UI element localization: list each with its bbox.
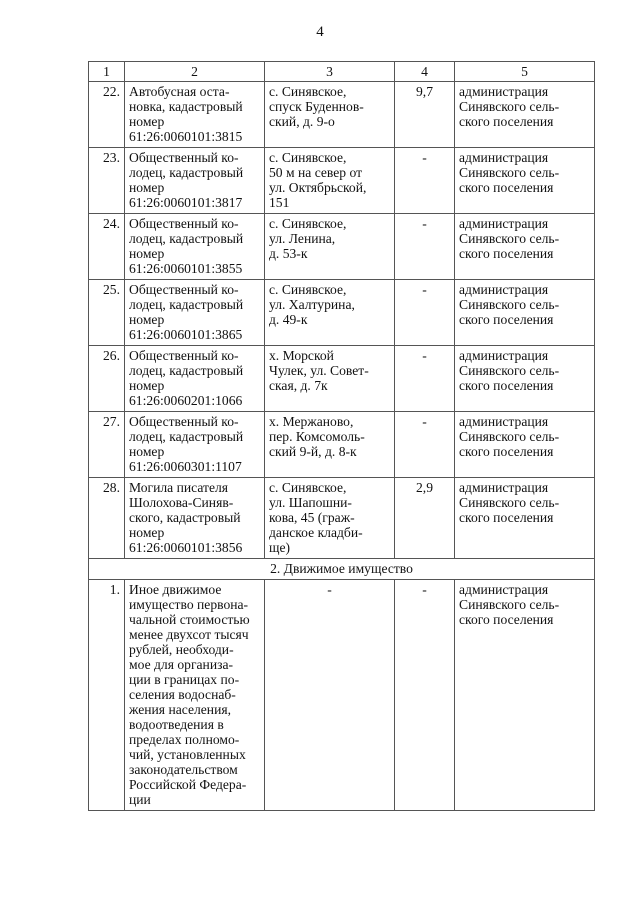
property-address: с. Синявское, ул. Шапошни- кова, 45 (граж- данское кладби- ще) bbox=[265, 478, 395, 559]
row-number: 27. bbox=[89, 412, 125, 478]
row-number: 1. bbox=[89, 580, 125, 811]
property-name: Иное движимое имущество первона- чальной стоимостью менее двухсот тысяч рублей, необходи- мое для организа- ции в границах по- селения водоснаб- жения населения, водоотведения в пределах полномо- чий, установленных законодательством Российской Федера- ции bbox=[125, 580, 265, 811]
property-owner: администрация Синявского сель- ского поселения bbox=[455, 214, 595, 280]
property-address: с. Синявское, ул. Ленина, д. 53-к bbox=[265, 214, 395, 280]
property-name: Общественный ко- лодец, кадастровый номер 61:26:0060301:1107 bbox=[125, 412, 265, 478]
table-row bbox=[89, 82, 595, 148]
row-number: 25. bbox=[89, 280, 125, 346]
property-name: Могила писателя Шолохова-Синяв- ского, кадастровый номер 61:26:0060101:3856 bbox=[125, 478, 265, 559]
table-row bbox=[89, 346, 595, 412]
property-address: с. Синявское, ул. Халтурина, д. 49-к bbox=[265, 280, 395, 346]
property-value: - bbox=[395, 412, 455, 478]
row-number: 22. bbox=[89, 82, 125, 148]
property-address: - bbox=[265, 580, 395, 811]
property-value: - bbox=[395, 214, 455, 280]
property-owner: администрация Синявского сель- ского поселения bbox=[455, 346, 595, 412]
row-number: 24. bbox=[89, 214, 125, 280]
property-owner: администрация Синявского сель- ского поселения bbox=[455, 580, 595, 811]
table-row bbox=[89, 580, 595, 811]
header-cell: 4 bbox=[395, 62, 455, 82]
table-row bbox=[89, 412, 595, 478]
property-owner: администрация Синявского сель- ского поселения bbox=[455, 478, 595, 559]
page-number: 4 bbox=[316, 24, 324, 40]
property-owner: администрация Синявского сель- ского поселения bbox=[455, 148, 595, 214]
row-number: 28. bbox=[89, 478, 125, 559]
property-name: Общественный ко- лодец, кадастровый номер 61:26:0060101:3855 bbox=[125, 214, 265, 280]
property-value: - bbox=[395, 580, 455, 811]
property-address: х. Мержаново, пер. Комсомоль- ский 9-й, д. 8-к bbox=[265, 412, 395, 478]
property-name: Общественный ко- лодец, кадастровый номер 61:26:0060101:3817 bbox=[125, 148, 265, 214]
property-address: с. Синявское, спуск Буденнов- ский, д. 9-о bbox=[265, 82, 395, 148]
row-number: 23. bbox=[89, 148, 125, 214]
property-value: - bbox=[395, 148, 455, 214]
table-header bbox=[89, 62, 595, 82]
row-number: 26. bbox=[89, 346, 125, 412]
header-cell: 3 bbox=[265, 62, 395, 82]
table-row bbox=[89, 478, 595, 559]
property-owner: администрация Синявского сель- ского поселения bbox=[455, 412, 595, 478]
property-name: Общественный ко- лодец, кадастровый номер 61:26:0060101:3865 bbox=[125, 280, 265, 346]
property-value: 9,7 bbox=[395, 82, 455, 148]
table-row bbox=[89, 148, 595, 214]
property-name: Общественный ко- лодец, кадастровый номер 61:26:0060201:1066 bbox=[125, 346, 265, 412]
header-cell: 5 bbox=[455, 62, 595, 82]
table-body bbox=[89, 82, 595, 811]
property-table bbox=[88, 61, 595, 811]
header-cell: 2 bbox=[125, 62, 265, 82]
property-address: х. Морской Чулек, ул. Совет- ская, д. 7к bbox=[265, 346, 395, 412]
property-name: Автобусная оста- новка, кадастровый номер 61:26:0060101:3815 bbox=[125, 82, 265, 148]
property-owner: администрация Синявского сель- ского поселения bbox=[455, 82, 595, 148]
property-value: - bbox=[395, 346, 455, 412]
property-value: 2,9 bbox=[395, 478, 455, 559]
table-row bbox=[89, 214, 595, 280]
property-value: - bbox=[395, 280, 455, 346]
section-row bbox=[89, 559, 595, 580]
table-row bbox=[89, 280, 595, 346]
section-title: 2. Движимое имущество bbox=[89, 559, 595, 580]
header-cell: 1 bbox=[89, 62, 125, 82]
property-address: с. Синявское, 50 м на север от ул. Октябрьской, 151 bbox=[265, 148, 395, 214]
property-owner: администрация Синявского сель- ского поселения bbox=[455, 280, 595, 346]
